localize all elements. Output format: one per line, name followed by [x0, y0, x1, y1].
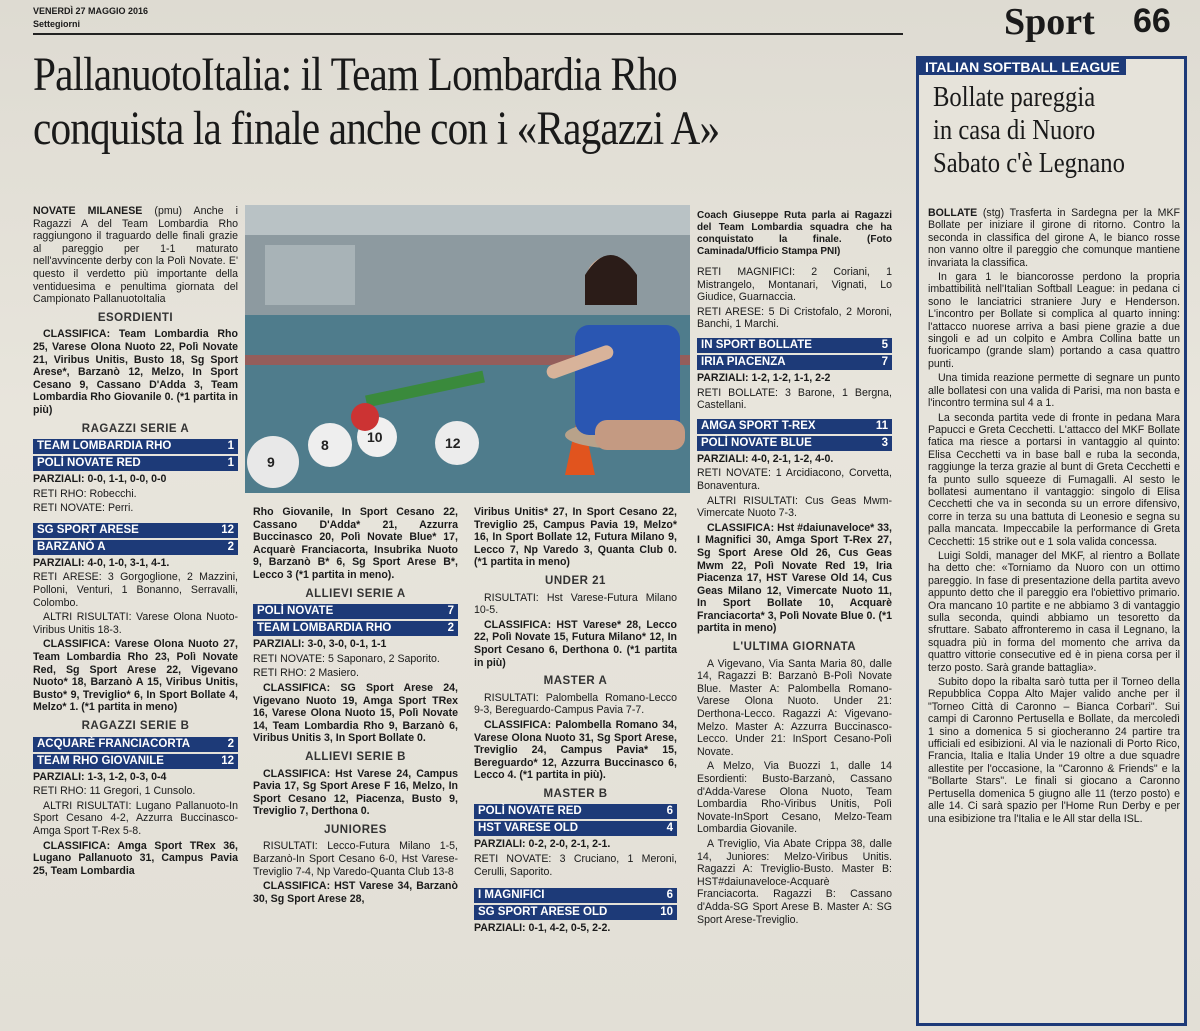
match-scorers: RETI ARESE: 3 Gorgoglione, 2 Mazzini, Polloni, Venturi, 1 Bonanno, Serravalli, Colombo.	[33, 571, 238, 609]
lead-text: (pmu) Anche i Ragazzi A del Team Lombardia Rho raggiungono il traguardo delle finali grazie al pareggio per 1-1 maturato nell'avvincente derby con la Polì Novate. E' questo il verdetto più importante della ventiduesima e penultima giornata del Campionato PallanuotoItalia	[33, 205, 238, 306]
team-score: 1	[227, 440, 234, 453]
sidebar-place: BOLLATE	[928, 207, 978, 219]
team-name: TEAM LOMBARDIA RHO	[37, 440, 172, 453]
team-name: IN SPORT BOLLATE	[701, 338, 812, 351]
team-name: TEAM LOMBARDIA RHO	[257, 622, 392, 635]
sidebar-title-line: Sabato c'è Legnano	[933, 148, 1125, 179]
score-row	[697, 355, 892, 370]
svg-text:12: 12	[445, 435, 461, 451]
section-ragazzi-b: RAGAZZI SERIE B	[81, 720, 190, 732]
team-score: 1	[227, 457, 234, 470]
sidebar-paragraph: La seconda partita vede di fronte in pedana Mara Papucci e Greta Cecchetti. L'attacco del MKF Bollate fatica ma riesce a portarsi in vantaggio al quinto: Elisa Cecchetti va in base ball e ruba la seconda, raggiunge la terza grazie al bunt di Greta Cecchetti e fa punto sullo squeeze di Fumagalli. Al sesto le bollatesi aumentano il vantaggio: singolo di Elisa Cecchetti che va in seconda su un errore difensivo, corre in terza su una battuta di Leonesio e segna su palla mancata. Impeccabile la performance di Greta Cecchetti: 15 strike out e 1 sola valida concessa.	[928, 411, 1180, 548]
sidebar-paragraph: Una timida reazione permette di segnare un punto alle bollatesi con una valida di Parisi, ma non basta e l'incontro termina sul 4 a 1.	[928, 372, 1180, 410]
sidebar-paragraph: In gara 1 le biancorosse perdono la propria imbattibilità nell'Italian Softball League: in pedana ci sono le lanciatrici straniere Jury e Henderson. L'incontro per Bollate si complica al quarto inning: l'attacco nuorese arriva a basi piene grazie a due singoli e ad un colpito e Ambra Collina batte un fuoricampo (grande slam) portando a casa quattro punti.	[928, 271, 1180, 370]
team-score: 3	[881, 436, 888, 449]
match-scorers: RETI MAGNIFICI: 2 Coriani, 1 Mistrangelo, Montanari, Vignati, Lo Giudice, Guarnaccia.	[697, 266, 892, 304]
team-name: TEAM RHO GIOVANILE	[37, 754, 164, 767]
team-name: ACQUARÈ FRANCIACORTA	[37, 737, 191, 750]
score-row	[33, 737, 238, 752]
score-row	[33, 456, 238, 471]
section-under21: UNDER 21	[545, 574, 606, 587]
standings: Rho Giovanile, In Sport Cesano 22, Cassano D'Adda* 21, Azzurra Buccinasco 20, Polì Novate Blue* 17, Acquarè Franciacorta, Insubrika Nuoto 9, Barzanò B* 6, Sg Sport Arese B*, Lecco 3 (*1 partita in meno).	[253, 506, 458, 581]
esordienti-standings: CLASSIFICA: Team Lombardia Rho 25, Varese Olona Nuoto 22, Polì Novate 21, Viribus Unitis, Busto 18, Sg Sport Arese*, Barzanò 12, Melzo, In Sport Cesano 9, Cassano D'Adda 3, Team Lombardia Rho Giovanile 0. (*1 partita in più)	[33, 328, 238, 416]
fixtures: A Treviglio, Via Abate Crippa 38, dalle 14, Juniores: Melzo-Viribus Unitis. Ragazzi A: Treviglio-Busto. Master B: HST#daiunaveloce-Acquarè Franciacorta. Ragazzi B: Cassano d'Adda-SG Sport Arese B. Master A: SG Sport Arese-Treviglio.	[697, 837, 892, 926]
sidebar-paragraph: Subito dopo la ribalta sarò tutta per il Torneo della Repubblica Coppa Alto Majer valido anche per il "Torneo Città di Caronno – Bianca Corbari". Sui campi di Caronno Pertusella e Bollate, da mercoledì 1 sino a domenica 5 si giocheranno 24 partire tra ufficiali ed esibizioni. Al via le nazionali di Porto Rico, Francia, Italia e Italia Under 19 oltre a due squadre allestite per l'occasione, la "Caronno & Friends" e la "Bollarte Stars". Le finali si giocano a Caronno Pertusella domenica 5 giugno alle 11 (terzo posto) e alle 14. Ci sarà spazio per l'Home Run Derby e per una esibizione tra l'Italia e le All star della ISL.	[928, 676, 1180, 825]
score-row	[33, 439, 238, 454]
team-name: SG SPORT ARESE	[37, 523, 139, 536]
team-score: 2	[227, 540, 234, 553]
pool-photo-illustration	[245, 205, 690, 493]
score-row	[474, 905, 677, 920]
standings: CLASSIFICA: Hst #daiunaveloce* 33, I Magnifici 30, Amga Sport T-Rex 27, Sg Sport Arese Old 26, Cus Geas Mwm 22, Polì Novate Red 19, Iria Piacenza 17, HST Varese Old 14, Cus Geas Milano 12, Vimercate Nuoto 11, In Sport Bollate 10, Acquarè Franciacorta* 3, Polì Novate Blue 0. (*1 partita in meno)	[697, 521, 892, 635]
standings: CLASSIFICA: Varese Olona Nuoto 27, Team Lombardia Rho 23, Polì Novate Red, Sg Sport Arese 22, Vigevano Nuoto* 18, Barzanò A 15, Viribus Unitis, Busto* 9, Treviglio* 6, In Sport Bollate 4, Melzo* 1. (*1 partita in meno)	[33, 638, 238, 714]
sidebar-tag: ITALIAN SOFTBALL LEAGUE	[919, 59, 1126, 75]
fixtures: A Melzo, Via Buozzi 1, dalle 14 Esordienti: Busto-Barzanò, Cassano d'Adda-Varese Olona Nuoto, Team Lombardia Rho-Viribus Unitis, Polì Novate-InSport Cesano, Melzo-Team Lombardia Giovanile.	[697, 760, 892, 836]
score-row	[697, 419, 892, 434]
score-row	[474, 804, 677, 819]
score-row	[33, 523, 238, 538]
score-row	[474, 888, 677, 903]
match-scorers: RETI RHO: Robecchi.	[33, 487, 137, 500]
team-name: SG SPORT ARESE OLD	[478, 906, 608, 919]
paper-name: Settegiorni	[33, 19, 81, 29]
team-name: IRIA PIACENZA	[701, 355, 786, 368]
fixtures: A Vigevano, Via Santa Maria 80, dalle 14, Ragazzi B: Barzanò B-Polì Novate Blue. Master A: Palombella Romano-Varese Olona Nuoto. Under 21: Derthona-Lecco. Ragazzi A: Vigevano-Melzo. Master A: Azzurra Buccinasco-Lecco. Under 21: InSport Cesano-Polì Novate.	[697, 657, 892, 758]
section-master-a: MASTER A	[543, 675, 608, 688]
team-score: 2	[447, 622, 454, 635]
column-4	[697, 210, 892, 928]
masthead-rule	[33, 33, 903, 35]
svg-text:8: 8	[321, 437, 329, 453]
section-allievi-a: ALLIEVI SERIE A	[305, 587, 406, 600]
team-name: POLÌ NOVATE RED	[37, 457, 141, 470]
sidebar-paragraph: Luigi Soldi, manager del MKF, al rientro a Bollate ha detto che: «Torniamo da Nuoro con un ottimo pareggio. In fase di presentazione della partita avevo appunto detto che il pareggio era l'obiettivo primario. Ora mancano 10 partite e ne abbiamo 3 di vantaggio sulla seconda, quindi abbiamo un tesoretto da sfruttare. Sabato affronteremo in casa il Legnano, la squadra più in forma del momento che arriva da quattro vittorie consecutive ed è in piena corsa per il terzo posto. Sarà grande battaglia».	[928, 549, 1180, 674]
lead-place: NOVATE MILANESE	[33, 205, 143, 217]
column-1	[33, 205, 238, 879]
svg-text:9: 9	[267, 454, 275, 470]
team-name: BARZANÒ A	[37, 540, 106, 553]
standings: CLASSIFICA: Hst Varese 24, Campus Pavia 17, Sg Sport Arese F 16, Melzo, In Sport Cesano 12, Piacenza, Busto 9, Treviglio 7, Derthona 0.	[253, 767, 458, 818]
team-name: POLÌ NOVATE BLUE	[701, 436, 812, 449]
headline-line-2: conquista la finale anche con i «Ragazzi A»	[33, 102, 720, 155]
standings: CLASSIFICA: Palombella Romano 34, Varese Olona Nuoto 31, Sg Sport Arese, Treviglio 24, Campus Pavia* 15, Bereguardo* 12, Azzurra Buccinasco 6, Lecco 4. (*1 partita in più).	[474, 718, 677, 782]
other-results: ALTRI RISULTATI: Lugano Pallanuoto-In Sport Cesano 4-2, Azzurra Buccinasco-Amga Sport T-Rex 5-8.	[33, 799, 238, 837]
standings: CLASSIFICA: SG Sport Arese 24, Vigevano Nuoto 19, Amga Sport TRex 16, Varese Olona Nuoto 15, Polì Novate 14, Team Lombardia Rho 9, Barzanò 6, Viribus Unitis 3, In Sport Bollate 0.	[253, 681, 458, 745]
column-3	[474, 506, 677, 937]
match-partials: PARZIALI: 1-2, 1-2, 1-1, 2-2	[697, 371, 831, 384]
headline-line-1: PallanuotoItalia: il Team Lombardia Rho	[33, 48, 677, 101]
match-scorers: RETI RHO: 11 Gregori, 1 Cunsolo.	[33, 785, 196, 798]
team-name: AMGA SPORT T-REX	[701, 419, 816, 432]
team-name: POLÌ NOVATE	[257, 605, 334, 618]
score-row	[253, 621, 458, 636]
match-scorers: RETI RHO: 2 Masiero.	[253, 667, 359, 680]
section-esordienti: ESORDIENTI	[97, 311, 174, 324]
team-name: HST VARESE OLD	[478, 822, 579, 835]
team-name: I MAGNIFICI	[478, 889, 545, 902]
team-score: 4	[666, 822, 673, 835]
sidebar-title-line: Bollate pareggia	[933, 82, 1096, 113]
team-score: 12	[221, 754, 234, 767]
section-master-b: MASTER B	[543, 787, 608, 800]
team-score: 11	[875, 419, 888, 432]
sidebar-title-line: in casa di Nuoro	[933, 115, 1096, 146]
match-partials: PARZIALI: 4-0, 2-1, 1-2, 4-0.	[697, 452, 834, 465]
standings: Viribus Unitis* 27, In Sport Cesano 22, Treviglio 25, Campus Pavia 19, Melzo* 16, In Sport Bollate 12, Futura Milano 9, Lecco 7, Np Varedo 3, Quanta Club 0. (*1 partita in meno)	[474, 506, 677, 569]
score-row	[697, 436, 892, 451]
sidebar-paragraph: (stg) Trasferta in Sardegna per la MKF Bollate per iniziare il girone di ritorno. Contro la seconda in classifica del girone A, le bianco rosse non vanno oltre il pareggio che comunque mantiene invariata la classifica.	[928, 207, 1180, 269]
team-score: 2	[227, 737, 234, 750]
score-row	[474, 821, 677, 836]
section-juniores: JUNIORES	[324, 823, 387, 836]
match-partials: PARZIALI: 0-0, 1-1, 0-0, 0-0	[33, 473, 167, 486]
section-allievi-b: ALLIEVI SERIE B	[305, 750, 406, 763]
team-score: 5	[881, 338, 888, 351]
team-name: POLÌ NOVATE RED	[478, 805, 582, 818]
svg-text:10: 10	[367, 429, 383, 445]
article-headline	[33, 48, 786, 156]
column-2	[253, 506, 458, 907]
softball-sidebar	[916, 56, 1187, 1026]
page-number: 66	[1133, 2, 1171, 40]
photo-caption: Coach Giuseppe Ruta parla ai Ragazzi del Team Lombardia squadra che ha conquistato la finale. (Foto Caminada/Ufficio Stampa PNI)	[697, 210, 892, 257]
match-partials: PARZIALI: 0-2, 2-0, 2-1, 2-1.	[474, 838, 611, 851]
issue-date: VENERDÌ 27 MAGGIO 2016	[33, 6, 149, 16]
team-score: 7	[447, 605, 454, 618]
article-photo	[245, 205, 690, 493]
results: RISULTATI: Lecco-Futura Milano 1-5, Barzanò-In Sport Cesano 6-0, Hst Varese-Treviglio 7-4, Np Varedo-Quanta Club 13-8	[253, 840, 458, 878]
match-scorers: RETI NOVATE: Perri.	[33, 502, 134, 515]
results: RISULTATI: Hst Varese-Futura Milano 10-5.	[474, 591, 677, 617]
results: RISULTATI: Palombella Romano-Lecco 9-3, Bereguardo-Campus Pavia 7-7.	[474, 691, 677, 717]
match-scorers: RETI NOVATE: 1 Arcidiacono, Corvetta, Bonaventura.	[697, 467, 892, 492]
section-name: Sport	[1004, 1, 1095, 43]
score-row	[253, 604, 458, 619]
sidebar-title	[933, 81, 1145, 180]
section-ragazzi-a: RAGAZZI SERIE A	[81, 422, 190, 435]
match-scorers: RETI ARESE: 5 Di Cristofalo, 2 Moroni, Banchi, 1 Marchi.	[697, 305, 892, 331]
score-row	[33, 754, 238, 769]
team-score: 6	[666, 805, 673, 818]
team-score: 12	[221, 523, 234, 536]
lead-paragraph	[33, 205, 238, 306]
standings: CLASSIFICA: Amga Sport TRex 36, Lugano Pallanuoto 31, Campus Pavia 25, Team Lombardia	[33, 839, 238, 877]
match-partials: PARZIALI: 3-0, 3-0, 0-1, 1-1	[253, 638, 387, 651]
section-ultima-giornata: L'ULTIMA GIORNATA	[732, 641, 857, 654]
sidebar-body	[928, 207, 1180, 827]
standings: CLASSIFICA: HST Varese* 28, Lecco 22, Polì Novate 15, Futura Milano* 12, In Sport Cesano 6, Derthona 0. (*1 partita in più)	[474, 618, 677, 669]
match-partials: PARZIALI: 4-0, 1-0, 3-1, 4-1.	[33, 556, 170, 569]
team-score: 10	[660, 906, 673, 919]
score-row	[33, 540, 238, 555]
other-results: ALTRI RISULTATI: Cus Geas Mwm-Vimercate Nuoto 7-3.	[697, 494, 892, 520]
standings: CLASSIFICA: HST Varese 34, Barzanò 30, Sg Sport Arese 28,	[253, 880, 458, 905]
team-score: 7	[881, 355, 888, 368]
score-row	[697, 338, 892, 353]
match-scorers: RETI NOVATE: 3 Cruciano, 1 Meroni, Cerulli, Saporito.	[474, 853, 677, 878]
other-results: ALTRI RISULTATI: Varese Olona Nuoto-Viribus Unitis 18-3.	[33, 611, 238, 636]
match-scorers: RETI BOLLATE: 3 Barone, 1 Bergna, Castellani.	[697, 386, 892, 412]
match-partials: PARZIALI: 0-1, 4-2, 0-5, 2-2.	[474, 922, 611, 935]
team-score: 6	[666, 889, 673, 902]
match-scorers: RETI NOVATE: 5 Saponaro, 2 Saporito.	[253, 652, 440, 665]
match-partials: PARZIALI: 1-3, 1-2, 0-3, 0-4	[33, 770, 167, 783]
